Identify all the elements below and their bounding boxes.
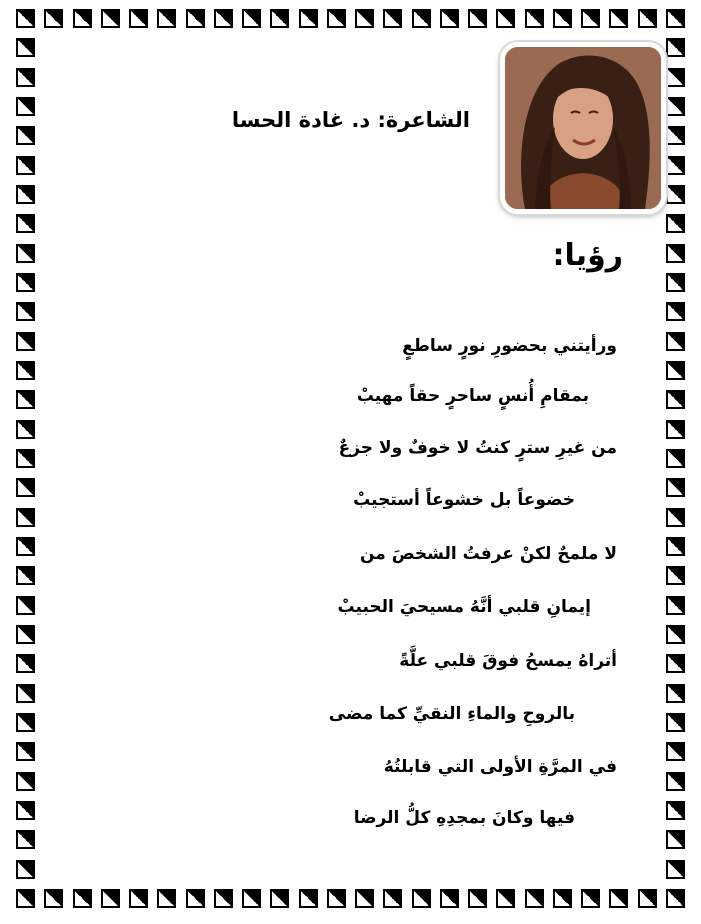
border-tile-icon <box>666 742 685 761</box>
border-tile-icon <box>16 38 35 57</box>
border-tile-icon <box>16 742 35 761</box>
border-tile-icon <box>666 860 685 879</box>
border-tile-icon <box>666 361 685 380</box>
border-tile-icon <box>666 9 685 28</box>
border-tile-icon <box>638 889 657 908</box>
border-tile-icon <box>355 889 374 908</box>
border-tile-icon <box>16 273 35 292</box>
verse-line: في المرَّةِ الأولى التي قابلتُهُ <box>383 757 617 777</box>
verse-line: خضوعاً بل خشوعاً أستجيبْ <box>353 490 575 510</box>
border-tile-icon <box>412 889 431 908</box>
border-tile-icon <box>16 449 35 468</box>
poet-portrait <box>500 42 666 214</box>
border-tile-icon <box>525 889 544 908</box>
border-tile-icon <box>16 478 35 497</box>
border-tile-icon <box>553 889 572 908</box>
border-tile-icon <box>16 185 35 204</box>
border-tile-icon <box>186 9 205 28</box>
border-tile-icon <box>666 889 685 908</box>
border-tile-icon <box>638 9 657 28</box>
border-tile-icon <box>16 889 35 908</box>
border-tile-icon <box>581 889 600 908</box>
border-tile-icon <box>44 9 63 28</box>
verse-line: من غيرِ سترٍ كنتُ لا خوفٌ ولا جزعٌ <box>338 438 617 458</box>
border-tile-icon <box>16 537 35 556</box>
border-tile-icon <box>581 9 600 28</box>
border-tile-icon <box>242 9 261 28</box>
border-tile-icon <box>101 9 120 28</box>
border-tile-icon <box>666 596 685 615</box>
border-tile-icon <box>666 126 685 145</box>
border-tile-icon <box>666 185 685 204</box>
border-tile-icon <box>666 97 685 116</box>
border-tile-icon <box>666 654 685 673</box>
border-tile-icon <box>270 889 289 908</box>
border-tile-icon <box>666 772 685 791</box>
border-tile-icon <box>355 9 374 28</box>
border-tile-icon <box>666 713 685 732</box>
border-tile-icon <box>16 830 35 849</box>
border-tile-icon <box>16 9 35 28</box>
border-tile-icon <box>666 478 685 497</box>
border-tile-icon <box>299 889 318 908</box>
border-tile-icon <box>468 9 487 28</box>
border-tile-icon <box>609 9 628 28</box>
verse-line: بمقامِ أُنسٍ ساحرٍ حقاً مهيبْ <box>356 386 589 406</box>
border-tile-icon <box>666 244 685 263</box>
border-tile-icon <box>44 889 63 908</box>
border-tile-icon <box>16 361 35 380</box>
border-tile-icon <box>186 889 205 908</box>
border-tile-icon <box>16 860 35 879</box>
border-tile-icon <box>16 596 35 615</box>
border-tile-icon <box>16 654 35 673</box>
border-tile-icon <box>666 684 685 703</box>
border-tile-icon <box>666 273 685 292</box>
border-tile-icon <box>666 68 685 87</box>
border-tile-icon <box>16 302 35 321</box>
border-tile-icon <box>129 889 148 908</box>
border-tile-icon <box>73 9 92 28</box>
border-tile-icon <box>16 390 35 409</box>
border-tile-icon <box>496 9 515 28</box>
border-tile-icon <box>214 889 233 908</box>
border-tile-icon <box>16 68 35 87</box>
verse-line: بالروحِ والماءِ النقيِّ كما مضى <box>328 704 575 724</box>
border-tile-icon <box>666 537 685 556</box>
border-tile-icon <box>525 9 544 28</box>
border-tile-icon <box>666 801 685 820</box>
border-tile-icon <box>440 9 459 28</box>
border-tile-icon <box>16 126 35 145</box>
border-tile-icon <box>383 889 402 908</box>
border-tile-icon <box>270 9 289 28</box>
portrait-illustration <box>505 47 661 209</box>
verse-line: لا ملمحٌ لكنْ عرفتُ الشخصَ من <box>359 544 617 564</box>
border-tile-icon <box>101 889 120 908</box>
border-tile-icon <box>157 889 176 908</box>
border-tile-icon <box>666 156 685 175</box>
border-tile-icon <box>16 156 35 175</box>
verse-line: فيها وكانَ بمجدِهِ كلُّ الرضا <box>353 808 575 828</box>
border-tile-icon <box>666 332 685 351</box>
border-tile-icon <box>666 566 685 585</box>
border-tile-icon <box>16 772 35 791</box>
border-tile-icon <box>157 9 176 28</box>
verse-line: أتراهُ يمسحُ فوقَ قلبي علَّةً <box>399 651 617 671</box>
border-tile-icon <box>666 214 685 233</box>
border-tile-icon <box>666 390 685 409</box>
border-tile-icon <box>666 625 685 644</box>
border-tile-icon <box>242 889 261 908</box>
border-tile-icon <box>666 830 685 849</box>
verse-line: ورأيتني بحضورِ نورٍ ساطعٍ <box>402 336 617 356</box>
border-tile-icon <box>16 97 35 116</box>
border-tile-icon <box>16 566 35 585</box>
border-tile-icon <box>609 889 628 908</box>
border-tile-icon <box>299 9 318 28</box>
border-tile-icon <box>16 214 35 233</box>
poet-name: الشاعرة: د. غادة الحسا <box>231 108 470 132</box>
border-tile-icon <box>383 9 402 28</box>
border-tile-icon <box>666 449 685 468</box>
border-tile-icon <box>666 38 685 57</box>
border-tile-icon <box>16 713 35 732</box>
border-tile-icon <box>214 9 233 28</box>
border-tile-icon <box>73 889 92 908</box>
border-tile-icon <box>440 889 459 908</box>
border-tile-icon <box>327 889 346 908</box>
border-tile-icon <box>16 801 35 820</box>
border-tile-icon <box>16 244 35 263</box>
border-tile-icon <box>496 889 515 908</box>
border-tile-icon <box>16 684 35 703</box>
poem-title: رؤيا: <box>552 238 623 273</box>
border-tile-icon <box>16 420 35 439</box>
border-tile-icon <box>666 420 685 439</box>
border-tile-icon <box>327 9 346 28</box>
border-tile-icon <box>666 508 685 527</box>
border-tile-icon <box>16 332 35 351</box>
border-tile-icon <box>412 9 431 28</box>
border-tile-icon <box>666 302 685 321</box>
border-tile-icon <box>16 625 35 644</box>
border-tile-icon <box>129 9 148 28</box>
verse-line: إيمانِ قلبي أنَّهُ مسيحيَ الحبيبْ <box>337 597 591 617</box>
border-tile-icon <box>553 9 572 28</box>
border-tile-icon <box>468 889 487 908</box>
border-tile-icon <box>16 508 35 527</box>
